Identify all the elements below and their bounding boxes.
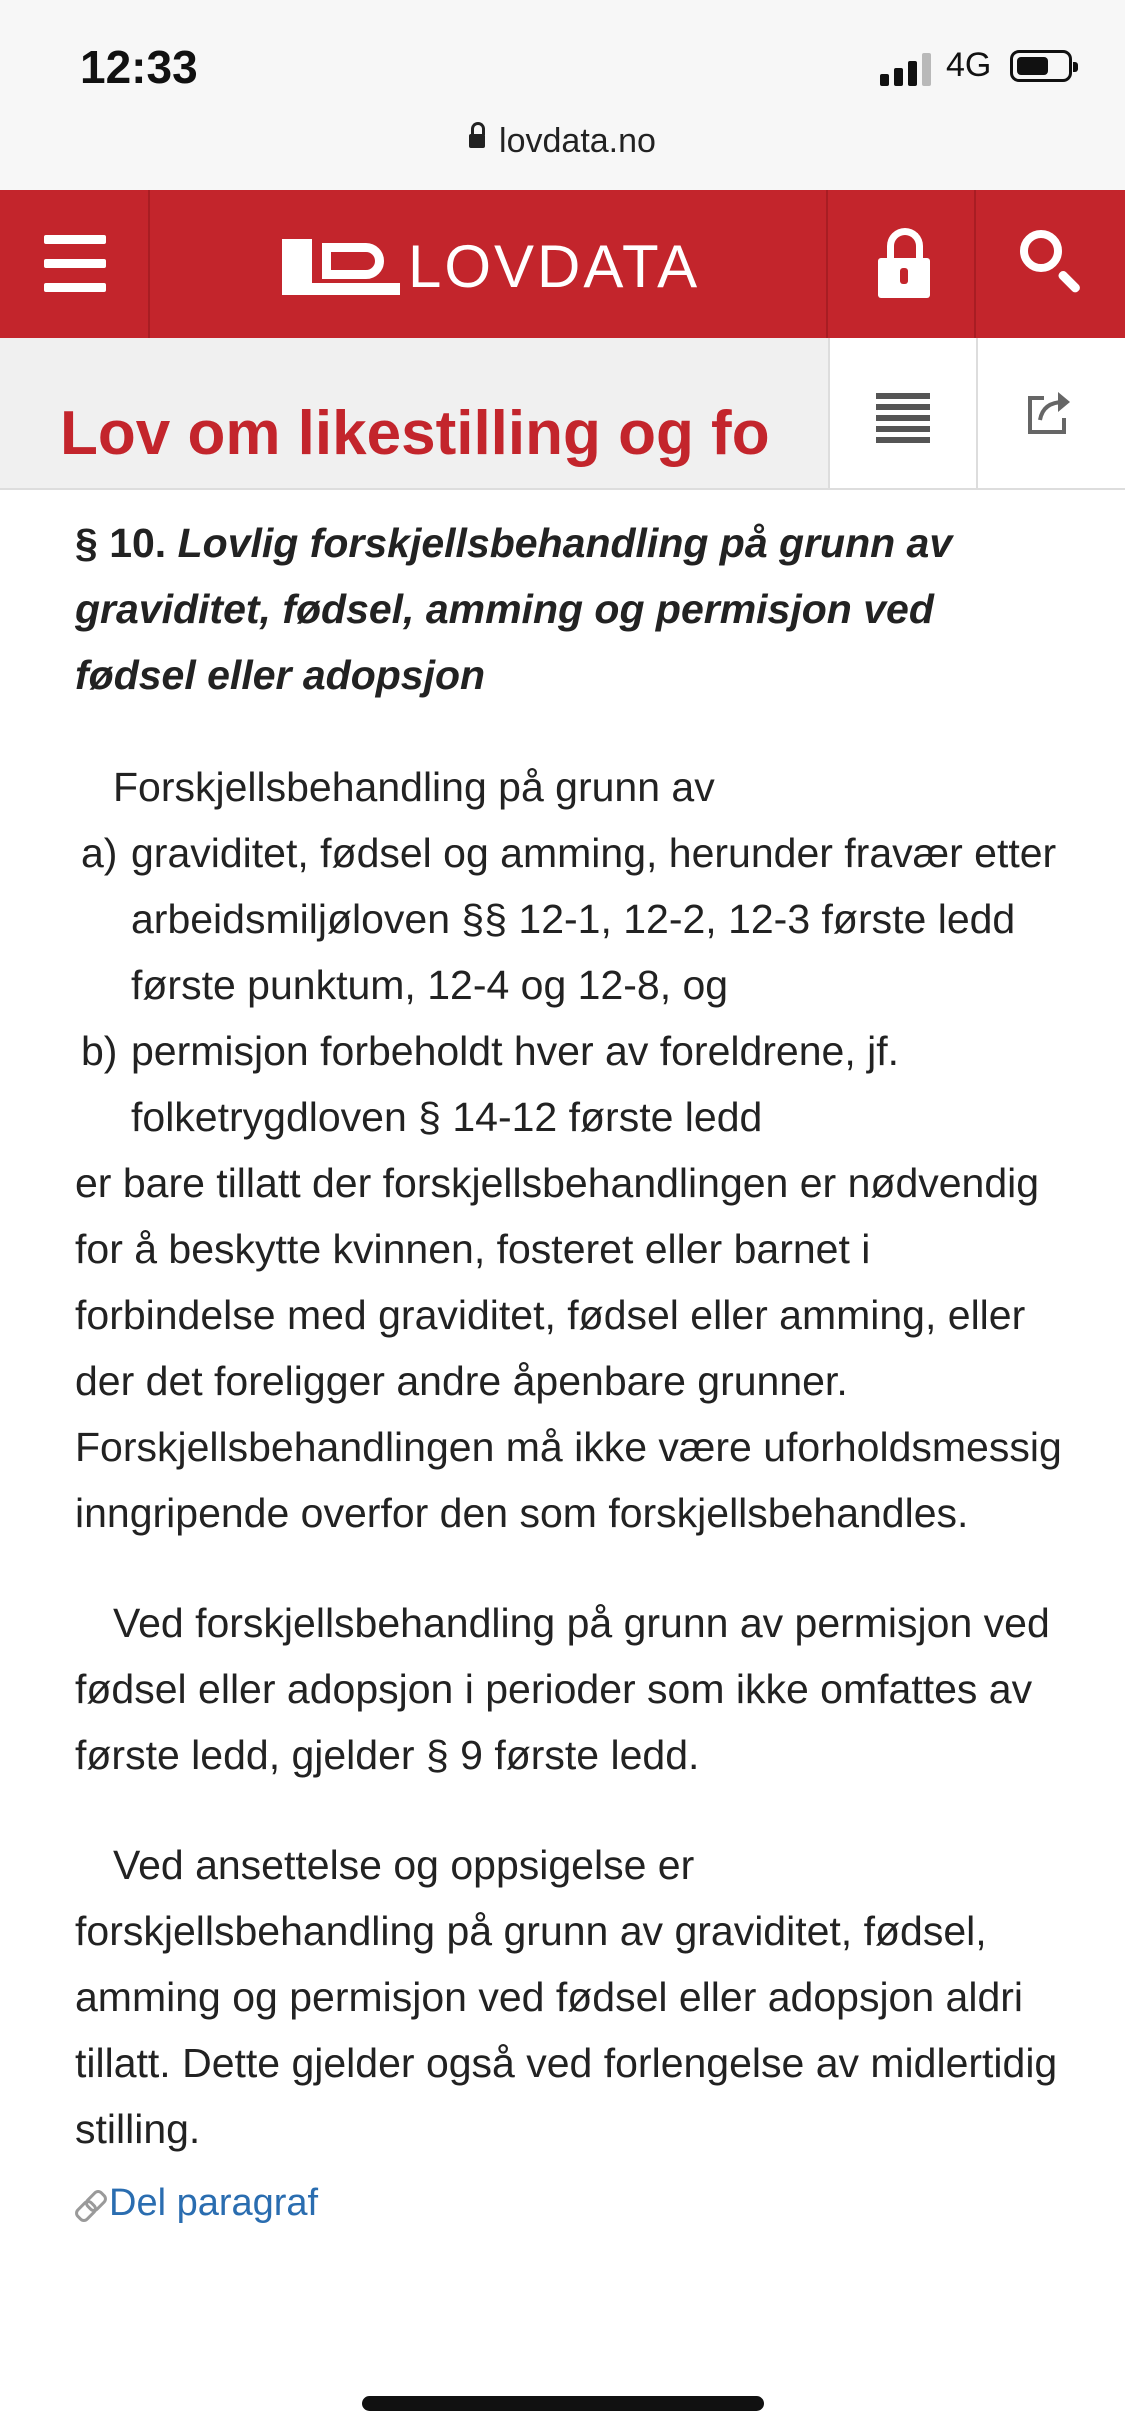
share-paragraph-label: Del paragraf [109, 2182, 319, 2224]
list-item [75, 820, 1065, 1018]
logo-text: LOVDATA [408, 233, 701, 300]
paragraph-2: Ved forskjellsbehandling på grunn av permisjon ved fødsel eller adopsjon i perioder som ikke omfattes av første ledd, gjelder § 9 første ledd. [75, 1600, 1050, 1778]
list-text: permisjon forbeholdt hver av foreldrene, jf. folketrygdloven § 14-12 første ledd [131, 1028, 900, 1140]
login-button[interactable] [826, 190, 976, 338]
home-indicator[interactable] [362, 2396, 764, 2411]
paragraph-continuation: er bare tillatt der forskjellsbehandlingen er nødvendig for å beskytte kvinnen, fosteret eller barnet i forbindelse med graviditet, fødsel eller amming, eller der det foreligger andre åpenbare grunner. Forskjellsbehandlingen må ikke være uforholdsmessig inngripende overfor den som forskjellsbehandles. [75, 1160, 1062, 1536]
menu-button[interactable] [0, 190, 150, 338]
section-title: Lovlig forskjellsbehandling på grunn av graviditet, fødsel, amming og permisjon ved fødsel eller adopsjon [75, 520, 953, 698]
list-item [75, 1018, 1065, 1150]
site-logo[interactable] [282, 232, 700, 301]
link-icon [75, 2189, 105, 2219]
paragraph-intro: Forskjellsbehandling på grunn av [113, 764, 715, 810]
law-section [75, 510, 1065, 2225]
battery-icon [1010, 50, 1072, 82]
page-title: Lov om likestilling og fo [60, 399, 770, 468]
share-paragraph-link[interactable] [75, 2182, 1065, 2225]
list-text: graviditet, fødsel og amming, herunder fravær etter arbeidsmiljøloven §§ 12-1, 12-2, 12-3 første ledd første punktum, 12-4 og 12-8, og [131, 830, 1057, 1008]
list-marker: a) [81, 830, 118, 876]
network-type: 4G [946, 46, 992, 84]
address-bar[interactable] [0, 110, 1125, 190]
paragraph-1 [75, 754, 1065, 1546]
clock: 12:33 [80, 41, 198, 93]
padlock-icon [469, 134, 485, 148]
toc-button[interactable] [828, 338, 976, 488]
status-bar [0, 0, 1125, 110]
search-button[interactable] [976, 190, 1125, 338]
logo-mark [282, 239, 400, 295]
url-text: lovdata.no [499, 122, 656, 160]
section-number: § 10. [75, 520, 167, 566]
site-header [0, 190, 1125, 338]
paragraph-3: Ved ansettelse og oppsigelse er forskjellsbehandling på grunn av graviditet, fødsel, amming og permisjon ved fødsel eller adopsjon aldri tillatt. Dette gjelder også ved forlengelse av midlertidig stilling. [75, 1842, 1058, 2152]
share-button[interactable] [976, 338, 1125, 488]
list-marker: b) [81, 1028, 118, 1074]
signal-icon [880, 50, 934, 86]
item-list [75, 820, 1065, 1150]
title-bar [0, 338, 1125, 490]
section-heading [75, 510, 1065, 708]
